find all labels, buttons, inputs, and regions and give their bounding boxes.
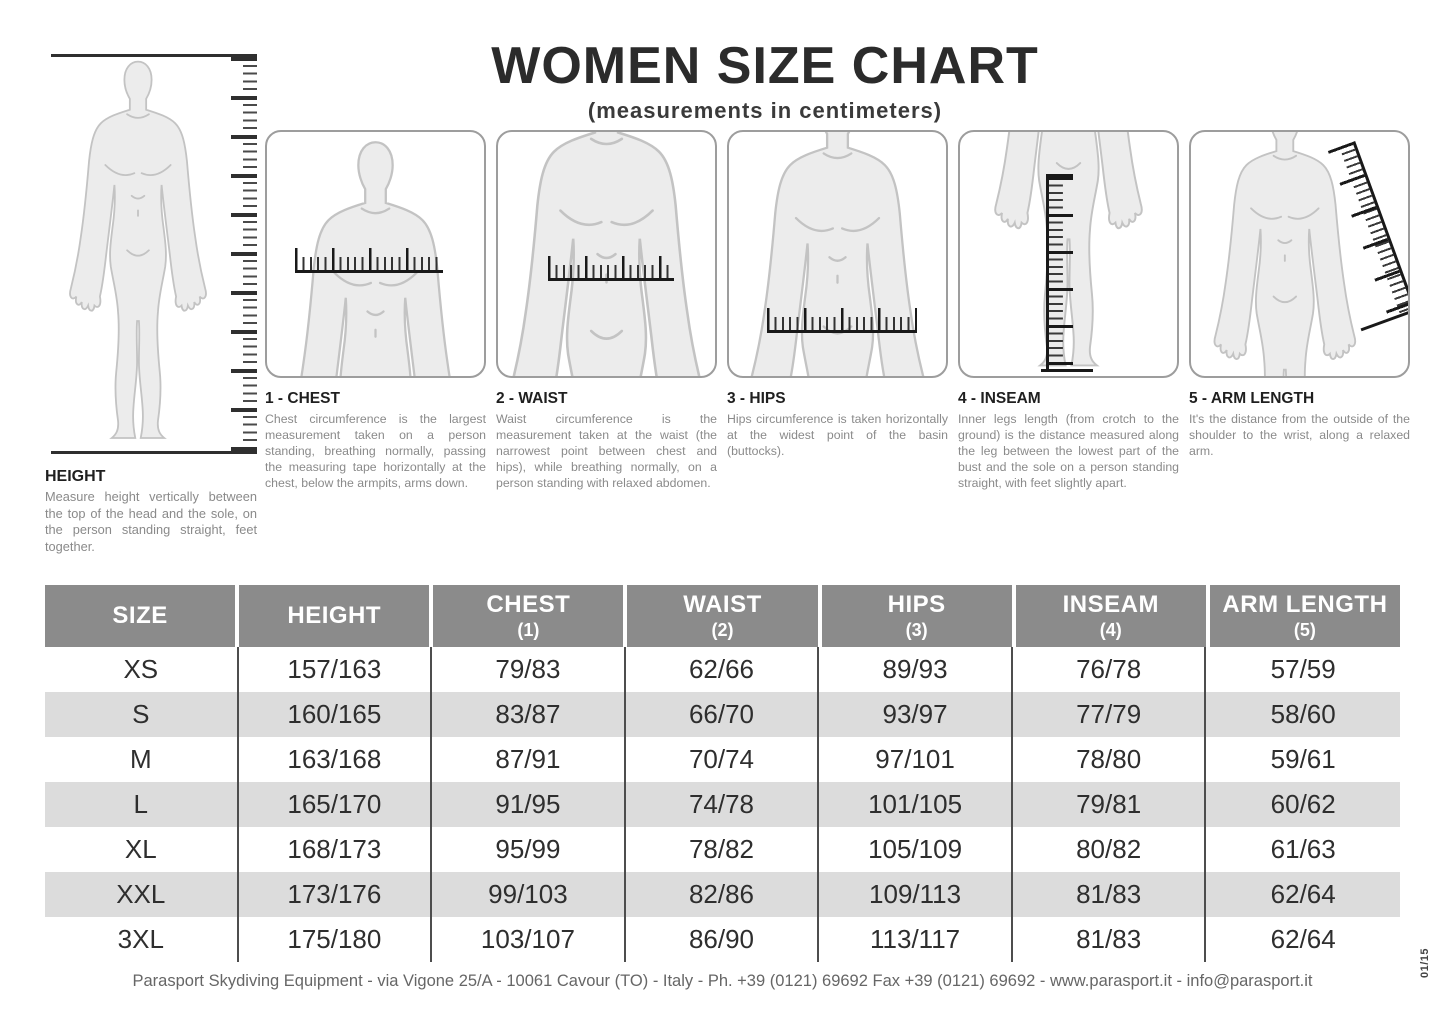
- inseam-illustration: [958, 130, 1179, 378]
- value-cell: 91/95: [432, 782, 626, 827]
- value-cell: 163/168: [239, 737, 433, 782]
- value-cell: 79/81: [1013, 782, 1207, 827]
- size-table-body: [45, 647, 1400, 962]
- value-cell: 173/176: [239, 872, 433, 917]
- size-cell: XXL: [45, 872, 239, 917]
- panel-description: Hips circumference is taken horizontally at the widest point of the basin (buttocks).: [727, 412, 948, 458]
- value-cell: 82/86: [626, 872, 820, 917]
- measurement-panels: [265, 130, 1410, 492]
- value-cell: 62/64: [1270, 924, 1336, 954]
- page-subtitle: (measurements in centimeters): [587, 98, 943, 123]
- ruler-top-cap: [51, 54, 257, 57]
- size-cell: M: [45, 737, 239, 782]
- height-figure-illustration: [45, 52, 257, 454]
- full-body-illustration: [45, 58, 231, 448]
- value-cell: 62/64: [1270, 879, 1336, 909]
- waist-illustration: [496, 130, 717, 378]
- panel-description: Waist circumference is the measurement taken at the waist (the narrowest point between chest and hips), while breathing normally, on a person standing with relaxed abdomen.: [496, 412, 717, 490]
- table-row: [45, 692, 1400, 737]
- value-cell: 175/180: [239, 917, 433, 962]
- column-header: ARM LENGTH (5): [1210, 585, 1400, 647]
- hips-tape-illustration: [767, 308, 917, 333]
- arm-length-illustration: [1189, 130, 1410, 378]
- value-cell: 59/61: [1270, 744, 1336, 774]
- measurement-panel-chest: [265, 130, 486, 492]
- value-cell: 62/66: [626, 647, 820, 692]
- chest-illustration: [265, 130, 486, 378]
- body-illustration: [498, 132, 715, 376]
- document-code: 01/15: [1419, 948, 1431, 979]
- value-cell: 60/62: [1270, 789, 1336, 819]
- height-section: [45, 52, 257, 556]
- footer-contact: Parasport Skydiving Equipment - via Vigone 25/A - 10061 Cavour (TO) - Italy - Ph. +39 (0121) 69692 Fax +39 (0121) 69692 - www.parasport.it - info@parasport.it: [132, 972, 1313, 990]
- value-cell: 95/99: [432, 827, 626, 872]
- column-header: WAIST (2): [627, 585, 817, 647]
- value-cell: 81/83: [1013, 872, 1207, 917]
- value-cell: 157/163: [239, 647, 433, 692]
- page-title: WOMEN SIZE CHART: [491, 37, 1039, 95]
- size-cell: L: [45, 782, 239, 827]
- height-ruler-illustration: [231, 57, 257, 451]
- value-cell: 113/117: [819, 917, 1013, 962]
- panel-heading: 5 - ARM LENGTH: [1189, 390, 1315, 407]
- height-description: Measure height vertically between the top of the head and the sole, on the person standing straight, feet together.: [45, 489, 257, 554]
- table-row: [45, 917, 1400, 962]
- column-header: CHEST (1): [433, 585, 623, 647]
- size-cell: 3XL: [45, 917, 239, 962]
- table-row: [45, 737, 1400, 782]
- chest-tape-illustration: [295, 248, 443, 273]
- ruler-bottom-cap: [51, 451, 257, 454]
- panel-description: Inner legs length (from crotch to the ground) is the distance measured along the leg between the lowest part of the bust and the sole on a person standing straight, with feet slightly apart.: [958, 412, 1179, 490]
- measurement-panel-hips: [727, 130, 948, 492]
- value-cell: 80/82: [1013, 827, 1207, 872]
- hips-illustration: [727, 130, 948, 378]
- column-header: INSEAM (4): [1016, 585, 1206, 647]
- panel-description: It's the distance from the outside of the shoulder to the wrist, along a relaxed arm.: [1189, 412, 1410, 458]
- measurement-panel-waist: [496, 130, 717, 492]
- value-cell: 76/78: [1013, 647, 1207, 692]
- table-row: [45, 647, 1400, 692]
- value-cell: 79/83: [432, 647, 626, 692]
- measurement-panel-arm-length: [1189, 130, 1410, 492]
- value-cell: 57/59: [1270, 654, 1336, 684]
- size-cell: XL: [45, 827, 239, 872]
- waist-tape-illustration: [548, 256, 674, 281]
- value-cell: 77/79: [1013, 692, 1207, 737]
- value-cell: 93/97: [819, 692, 1013, 737]
- value-cell: 89/93: [819, 647, 1013, 692]
- column-header: SIZE: [45, 585, 235, 647]
- value-cell: 103/107: [432, 917, 626, 962]
- column-header: HEIGHT: [239, 585, 429, 647]
- panel-heading: 1 - CHEST: [265, 390, 340, 407]
- value-cell: 81/83: [1013, 917, 1207, 962]
- value-cell: 165/170: [239, 782, 433, 827]
- value-cell: 70/74: [626, 737, 820, 782]
- panel-heading: 4 - INSEAM: [958, 390, 1041, 407]
- value-cell: 109/113: [819, 872, 1013, 917]
- inseam-ruler-illustration: [1046, 174, 1073, 369]
- value-cell: 58/60: [1270, 699, 1336, 729]
- title-block: [260, 36, 1270, 124]
- table-row: [45, 872, 1400, 917]
- column-header: HIPS (3): [822, 585, 1012, 647]
- table-row: [45, 827, 1400, 872]
- value-cell: 105/109: [819, 827, 1013, 872]
- size-table-header: [45, 585, 1400, 647]
- value-cell: 86/90: [626, 917, 820, 962]
- value-cell: 160/165: [239, 692, 433, 737]
- value-cell: 61/63: [1270, 834, 1336, 864]
- size-table: [45, 585, 1400, 962]
- panel-description: Chest circumference is the largest measurement taken on a person standing, breathing normally, passing the measuring tape horizontally at the chest, below the armpits, arms down.: [265, 412, 486, 490]
- value-cell: 74/78: [626, 782, 820, 827]
- value-cell: 168/173: [239, 827, 433, 872]
- table-row: [45, 782, 1400, 827]
- size-cell: S: [45, 692, 239, 737]
- panel-heading: 2 - WAIST: [496, 390, 568, 407]
- value-cell: 101/105: [819, 782, 1013, 827]
- height-heading: HEIGHT: [45, 468, 106, 485]
- value-cell: 66/70: [626, 692, 820, 737]
- value-cell: 99/103: [432, 872, 626, 917]
- panel-heading: 3 - HIPS: [727, 390, 786, 407]
- size-cell: XS: [45, 647, 239, 692]
- measurement-panel-inseam: [958, 130, 1179, 492]
- value-cell: 87/91: [432, 737, 626, 782]
- value-cell: 78/82: [626, 827, 820, 872]
- value-cell: 83/87: [432, 692, 626, 737]
- value-cell: 78/80: [1013, 737, 1207, 782]
- value-cell: 97/101: [819, 737, 1013, 782]
- footer: [0, 972, 1445, 991]
- body-illustration: [729, 132, 946, 376]
